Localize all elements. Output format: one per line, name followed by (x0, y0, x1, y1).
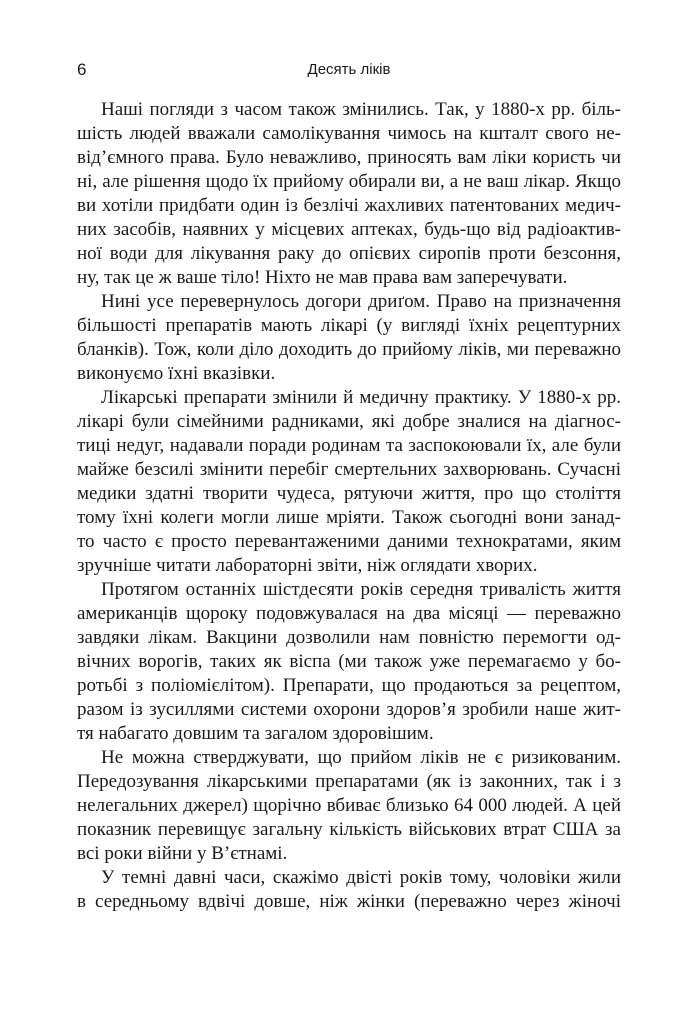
text-line: ви хотіли придбати один із безлічі жахливих патентованих медич- (77, 195, 621, 216)
running-header (77, 58, 621, 82)
text-line: бланків). Тож, коли діло доходить до прийому ліків, ми переважно (77, 339, 621, 360)
text-line: показник перевищує загальну кількість військових втрат США за (77, 819, 621, 840)
body-text (77, 98, 621, 914)
text-line: в середньому вдвічі довше, ніж жінки (переважно через жіночі (77, 891, 621, 912)
text-line: У темні давні часи, скажімо двісті років тому, чоловіки жили (101, 867, 621, 888)
text-line: Передозування лікарськими препаратами (як із законних, так і з (77, 771, 621, 792)
text-line: Лікарські препарати змінили й медичну практику. У 1880-х рр. (101, 387, 621, 408)
text-line: них засобів, наявних у місцевих аптеках, будь-що від радіоактив- (77, 219, 621, 240)
text-line: від’ємного права. Було неважливо, приносять вам ліки користь чи (77, 147, 621, 168)
text-line: Протягом останніх шістдесяти років середня тривалість життя (101, 579, 621, 600)
text-line: ну, так це ж ваше тіло! Ніхто не мав права вам заперечувати. (77, 267, 568, 288)
text-line: вічних ворогів, таких як віспа (ми також уже перемагаємо у бо- (77, 651, 621, 672)
text-line: більшості препаратів мають лікарі (у вигляді їхніх рецептурних (77, 315, 621, 336)
text-line: медики здатні творити чудеса, рятуючи життя, про що століття (77, 483, 621, 504)
book-title: Десять ліків (307, 61, 391, 78)
text-line: завдяки лікам. Вакцини дозволили нам повністю перемогти од- (77, 627, 621, 648)
text-line: тиці недуг, надавали поради родинам та заспокоювали їх, але були (77, 435, 621, 456)
paragraph (77, 98, 621, 290)
text-line: Не можна стверджувати, що прийом ліків не є ризикованим. (101, 747, 621, 768)
text-line: Наші погляди з часом також змінились. Так, у 1880-х рр. біль- (101, 99, 621, 120)
text-line: американців щороку подовжувалася на два місяці — переважно (77, 603, 621, 624)
paragraph (77, 578, 621, 746)
text-line: ної води для лікування раку до опієвих сиропів проти безсоння, (77, 243, 621, 264)
text-line: Нині усе перевернулось догори дриґом. Право на призначення (101, 291, 621, 312)
paragraph (77, 866, 621, 914)
paragraph (77, 746, 621, 866)
text-line: виконуємо їхні вказівки. (77, 363, 276, 384)
text-line: всі роки війни у В’єтнамі. (77, 843, 288, 864)
text-line: тя набагато довшим та загалом здоровішим. (77, 723, 434, 744)
page-number: 6 (77, 60, 87, 79)
text-line: разом із зусиллями системи охорони здоров’я зробили наше жит- (77, 699, 621, 720)
text-line: нелегальних джерел) щорічно вбиває близько 64 000 людей. А цей (77, 795, 621, 816)
paragraph (77, 386, 621, 578)
text-line: шість людей вважали самолікування чимось на кшталт свого не- (77, 123, 621, 144)
text-line: майже безсилі змінити перебіг смертельних захворювань. Сучасні (77, 459, 621, 480)
paragraph (77, 290, 621, 386)
text-line: тому їхні колеги могли лише мріяти. Також сьогодні вони занад- (77, 507, 621, 528)
text-line: то часто є просто перевантаженими даними технократами, яким (77, 531, 621, 552)
text-line: лікарі були сімейними радниками, які добре зналися на діагнос- (77, 411, 621, 432)
text-line: зручніше читати лабораторні звіти, ніж оглядати хворих. (77, 555, 538, 576)
text-line: ротьбі з поліомієлітом). Препарати, що продаються за рецептом, (77, 675, 621, 696)
text-line: ні, але рішення щодо їх прийому обирали ви, а не ваш лікар. Якщо (77, 171, 621, 192)
